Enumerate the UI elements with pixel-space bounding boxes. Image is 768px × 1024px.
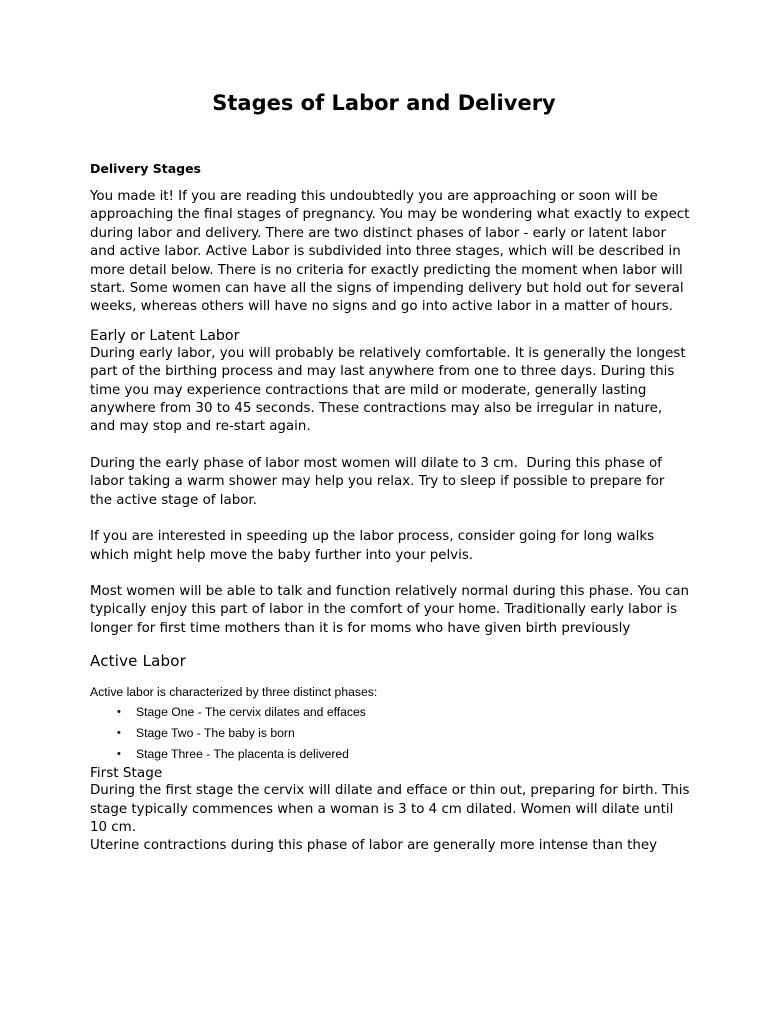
active-labor-stage-list bbox=[90, 702, 690, 764]
bullet-icon: • bbox=[117, 726, 121, 739]
early-labor-paragraph-4: Most women will be able to talk and function relatively normal during this phase. You can typically enjoy this part of labor in the comfort of your home. Traditionally early labor is longer for first time mothers than it is for moms who have given birth previously bbox=[90, 583, 694, 636]
active-labor-intro: Active labor is characterized by three distinct phases: bbox=[90, 685, 378, 700]
list-item-text: Stage One - The cervix dilates and effaces bbox=[136, 705, 366, 720]
early-labor-paragraph-2: During the early phase of labor most women will dilate to 3 cm. During this phase of labor taking a warm shower may help you relax. Try to sleep if possible to prepare for the active stage of labor. bbox=[90, 455, 669, 508]
list-item bbox=[117, 702, 690, 723]
document-body bbox=[90, 160, 694, 856]
delivery-stages-heading: Delivery Stages bbox=[90, 161, 201, 176]
list-item bbox=[117, 744, 690, 765]
paragraph-spacer bbox=[90, 510, 690, 528]
bullet-icon: • bbox=[117, 706, 121, 719]
list-item-text: Stage Three - The placenta is delivered bbox=[136, 746, 349, 761]
early-labor-heading: Early or Latent Labor bbox=[90, 327, 240, 344]
paragraph-spacer bbox=[90, 565, 690, 583]
bullet-icon: • bbox=[117, 747, 121, 760]
delivery-stages-paragraph: You made it! If you are reading this undoubtedly you are approaching or soon will be approaching the final stages of pregnancy. You may be wondering what exactly to expect during labor and delivery. There are two distinct phases of labor - early or latent labor and active labor. Active Labor is subdivided into three stages, which will be described in more detail below. There is no criteria for exactly predicting the moment when labor will start. Some women can have all the signs of impending delivery but hold out for several weeks, whereas others will have no signs and go into active labor in a matter of hours. bbox=[90, 189, 694, 315]
first-stage-paragraph: During the first stage the cervix will dilate and efface or thin out, preparing for birth. This stage typically commences when a woman is 3 to 4 cm dilated. Women will dilate until 10 cm. bbox=[90, 783, 694, 836]
early-labor-paragraph-1: During early labor, you will probably be relatively comfortable. It is generally the longest part of the birthing process and may last anywhere from one to three days. During this time you may experience contractions that are mild or moderate, generally lasting anywhere from 30 to 45 seconds. These contractions may also be irregular in nature, and may stop and re-start again. bbox=[90, 345, 690, 435]
list-item-text: Stage Two - The baby is born bbox=[136, 725, 295, 740]
list-item bbox=[117, 723, 690, 744]
active-labor-heading: Active Labor bbox=[90, 652, 186, 671]
first-stage-heading: First Stage bbox=[90, 765, 163, 782]
early-labor-paragraph-3: If you are interested in speeding up the labor process, consider going for long walks which might help move the baby further into your pelvis. bbox=[90, 529, 659, 563]
first-stage-paragraph-continued: Uterine contractions during this phase of labor are generally more intense than they bbox=[90, 838, 657, 854]
paragraph-spacer bbox=[90, 437, 690, 455]
page-title: Stages of Labor and Delivery bbox=[212, 91, 556, 115]
